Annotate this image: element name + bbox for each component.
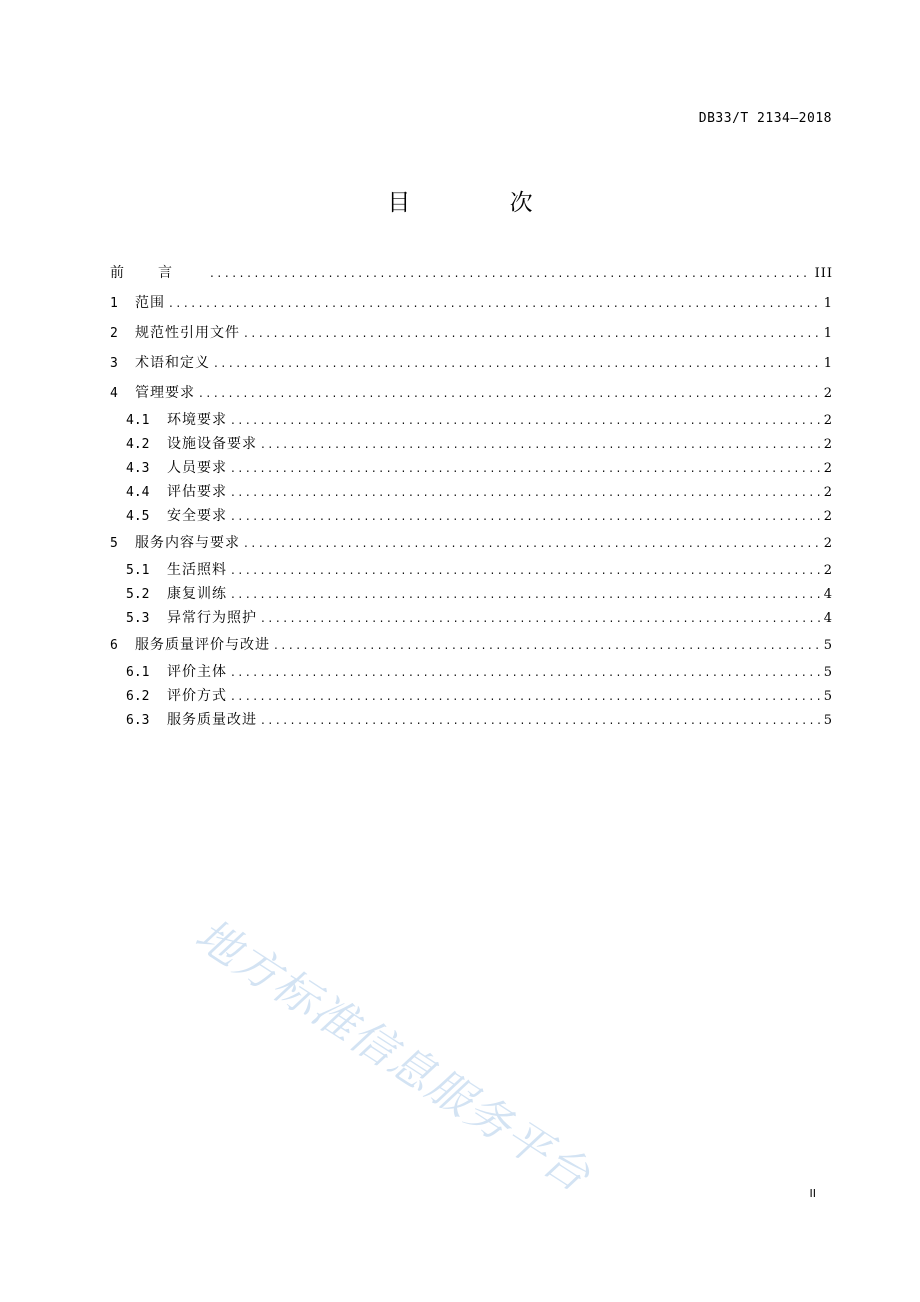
toc-entry-label: 术语和定义 [135, 355, 210, 371]
toc-entry-label: 服务内容与要求 [135, 535, 240, 551]
toc-dot-leader [231, 582, 820, 606]
toc-entry-4-3[interactable] [110, 456, 833, 480]
page-number: II [809, 1187, 816, 1200]
toc-entry-page: 5 [823, 665, 833, 680]
toc-entry-label: 康复训练 [167, 586, 227, 602]
toc-dot-leader [231, 480, 820, 504]
toc-dot-leader [231, 504, 820, 528]
toc-entry-number: 1 [110, 296, 118, 311]
toc-dot-leader [231, 684, 820, 708]
toc-entry-page: 2 [823, 413, 833, 428]
toc-entry-number: 3 [110, 356, 118, 371]
document-code: DB33/T 2134—2018 [698, 111, 832, 126]
toc-entry-4-5[interactable] [110, 504, 833, 528]
toc-entry-number: 4.4 [126, 485, 150, 500]
toc-entry-1[interactable] [110, 288, 833, 318]
toc-entry-number: 5.1 [126, 563, 150, 578]
toc-entry-number: 4.2 [126, 437, 150, 452]
toc-entry-number: 6.2 [126, 689, 150, 704]
toc-entry-number: 5 [110, 536, 118, 551]
toc-entry-number: 5.3 [126, 611, 150, 626]
toc-dot-leader [231, 660, 820, 684]
toc-entry-page: 1 [823, 356, 833, 371]
toc-entry-page: 5 [823, 713, 833, 728]
toc-entry-5[interactable] [110, 528, 833, 558]
toc-entry-page: 5 [823, 689, 833, 704]
toc-entry-label: 前言 [110, 265, 206, 281]
toc-entry-number: 6.1 [126, 665, 150, 680]
toc-dot-leader [210, 258, 811, 288]
toc-entry-6-1[interactable] [110, 660, 833, 684]
toc-entry-page: 1 [823, 326, 833, 341]
toc-entry-3[interactable] [110, 348, 833, 378]
toc-entry-number: 4.5 [126, 509, 150, 524]
toc-entry-label: 环境要求 [167, 412, 227, 428]
toc-entry-6[interactable] [110, 630, 833, 660]
toc-entry-5-3[interactable] [110, 606, 833, 630]
toc-entry-label: 评估要求 [167, 484, 227, 500]
toc-entry-label: 服务质量评价与改进 [135, 637, 270, 653]
toc-dot-leader [261, 606, 820, 630]
toc-entry-label: 规范性引用文件 [135, 325, 240, 341]
toc-entry-number: 4 [110, 386, 118, 401]
toc-entry-page: 4 [823, 587, 833, 602]
toc-entry-label: 评价主体 [167, 664, 227, 680]
toc-entry-label: 人员要求 [167, 460, 227, 476]
watermark: 地方标准信息服务平台 [186, 909, 600, 1203]
toc-entry-number: 5.2 [126, 587, 150, 602]
toc-entry-label: 安全要求 [167, 508, 227, 524]
toc-entry-label: 服务质量改进 [167, 712, 257, 728]
toc-dot-leader [244, 528, 820, 558]
toc-entry-page: 2 [823, 509, 833, 524]
toc-dot-leader [199, 378, 820, 408]
toc-entry-page: 2 [823, 386, 833, 401]
toc-dot-leader [261, 708, 820, 732]
toc-entry-number: 2 [110, 326, 118, 341]
toc-entry-6-3[interactable] [110, 708, 833, 732]
toc-entry-page: 2 [823, 461, 833, 476]
toc-entry-number: 4.1 [126, 413, 150, 428]
toc-dot-leader [214, 348, 820, 378]
toc-entry-page: III [814, 266, 833, 281]
toc-entry-label: 范围 [135, 295, 165, 311]
toc-dot-leader [231, 456, 820, 480]
toc-dot-leader [231, 558, 820, 582]
toc-entry-number: 6 [110, 638, 118, 653]
toc-entry-number: 4.3 [126, 461, 150, 476]
toc-entry-page: 2 [823, 563, 833, 578]
toc-title: 目 次 [387, 190, 579, 216]
toc-entry-5-1[interactable] [110, 558, 833, 582]
toc-entry-label: 生活照料 [167, 562, 227, 578]
toc-entry-label: 评价方式 [167, 688, 227, 704]
toc-entry-6-2[interactable] [110, 684, 833, 708]
toc-entry-foreword[interactable] [110, 258, 833, 288]
toc-entry-page: 4 [823, 611, 833, 626]
toc-entry-page: 2 [823, 485, 833, 500]
toc-dot-leader [274, 630, 820, 660]
toc-entry-2[interactable] [110, 318, 833, 348]
toc-entry-page: 2 [823, 437, 833, 452]
toc-entry-page: 1 [823, 296, 833, 311]
toc-dot-leader [261, 432, 820, 456]
toc-entry-number: 6.3 [126, 713, 150, 728]
toc-entry-5-2[interactable] [110, 582, 833, 606]
toc-dot-leader [231, 408, 820, 432]
toc-entry-label: 异常行为照护 [167, 610, 257, 626]
toc-entry-4-4[interactable] [110, 480, 833, 504]
toc-entry-label: 管理要求 [135, 385, 195, 401]
toc-entry-page: 5 [823, 638, 833, 653]
toc-dot-leader [169, 288, 820, 318]
toc-entry-page: 2 [823, 536, 833, 551]
toc-entry-label: 设施设备要求 [167, 436, 257, 452]
toc-entry-4[interactable] [110, 378, 833, 408]
toc-dot-leader [244, 318, 820, 348]
toc-entry-4-1[interactable] [110, 408, 833, 432]
table-of-contents [110, 258, 833, 732]
toc-entry-4-2[interactable] [110, 432, 833, 456]
